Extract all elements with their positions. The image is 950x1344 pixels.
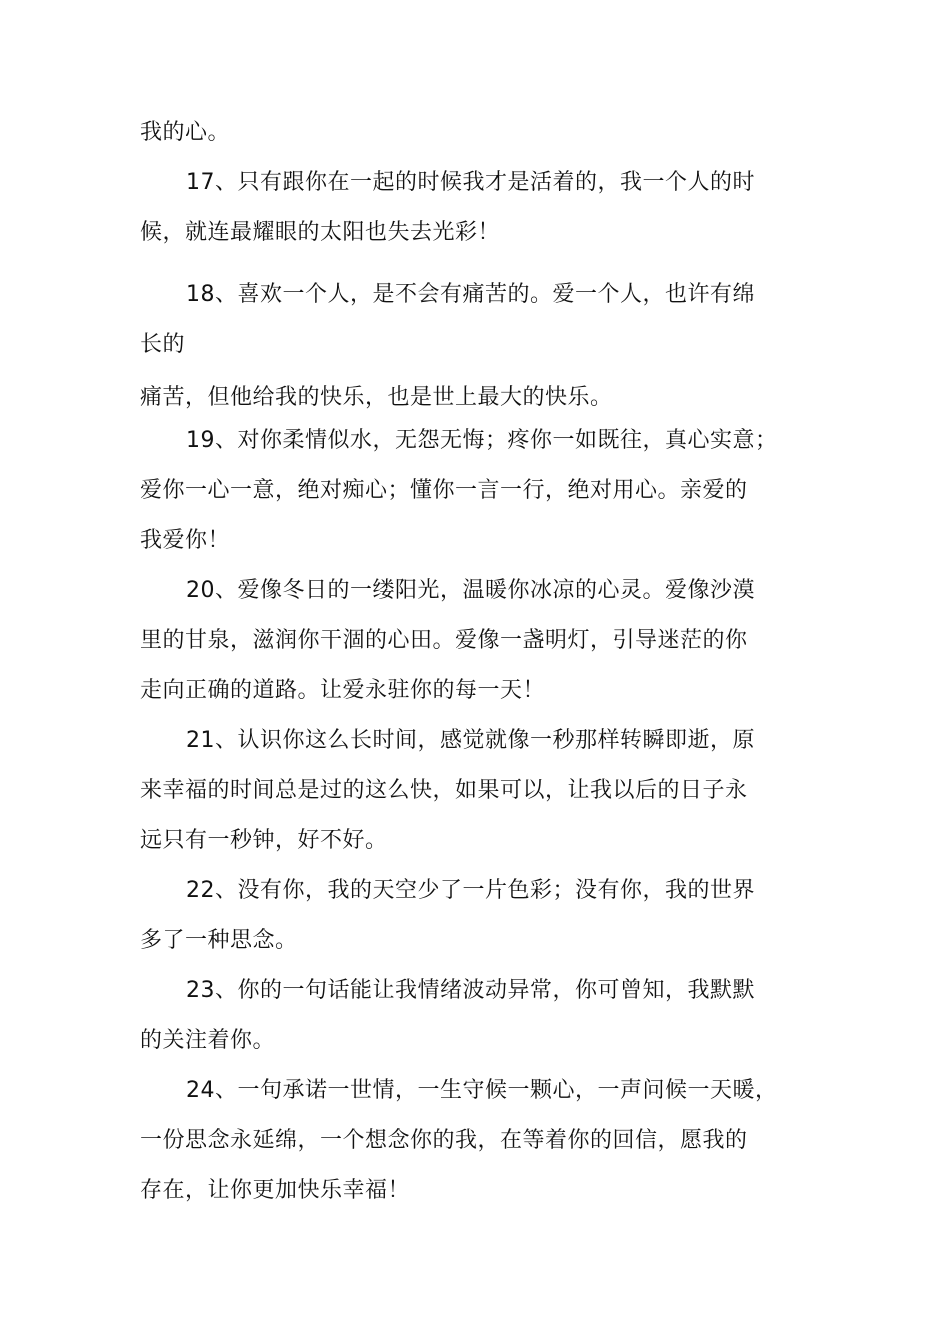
paragraph-17-line-1: 17、只有跟你在一起的时候我才是活着的，我一个人的时: [186, 170, 755, 195]
paragraph-23-line-2: 的关注着你。: [140, 1028, 276, 1053]
paragraph-20-line-1: 20、爱像冬日的一缕阳光，温暖你冰凉的心灵。爱像沙漠: [186, 578, 755, 603]
paragraph-21-line-3: 远只有一秒钟，好不好。: [140, 828, 388, 853]
paragraph-18-line-2: 长的: [140, 332, 186, 357]
paragraph-19-line-2: 爱你一心一意，绝对痴心；懂你一言一行，绝对用心。亲爱的: [140, 478, 748, 503]
paragraph-17-line-2: 候，就连最耀眼的太阳也失去光彩！: [140, 220, 501, 245]
paragraph-19-line-3: 我爱你！: [140, 528, 231, 553]
paragraph-22-line-1: 22、没有你，我的天空少了一片色彩；没有你，我的世界: [186, 878, 755, 903]
paragraph-20-line-3: 走向正确的道路。让爱永驻你的每一天！: [140, 678, 546, 703]
paragraph-24-line-2: 一份思念永延绵，一个想念你的我，在等着你的回信，愿我的: [140, 1128, 748, 1153]
paragraph-24-line-1: 24、一句承诺一世情，一生守候一颗心，一声问候一天暖，: [186, 1078, 778, 1103]
paragraph-21-line-2: 来幸福的时间总是过的这么快，如果可以，让我以后的日子永: [140, 778, 748, 803]
paragraph-18-line-1: 18、喜欢一个人，是不会有痛苦的。爱一个人，也许有绵: [186, 282, 755, 307]
paragraph-18-line-3: 痛苦，但他给我的快乐，也是世上最大的快乐。: [140, 385, 613, 410]
paragraph-20-line-2: 里的甘泉，滋润你干涸的心田。爱像一盏明灯，引导迷茫的你: [140, 628, 748, 653]
paragraph-19-line-1: 19、对你柔情似水，无怨无悔；疼你一如既往，真心实意；: [186, 428, 778, 453]
paragraph-21-line-1: 21、认识你这么长时间，感觉就像一秒那样转瞬即逝，原: [186, 728, 755, 753]
paragraph-24-line-3: 存在，让你更加快乐幸福！: [140, 1178, 411, 1203]
paragraph-23-line-1: 23、你的一句话能让我情绪波动异常，你可曾知，我默默: [186, 978, 755, 1003]
paragraph-22-line-2: 多了一种思念。: [140, 928, 298, 953]
text-line: 我的心。: [140, 120, 231, 145]
